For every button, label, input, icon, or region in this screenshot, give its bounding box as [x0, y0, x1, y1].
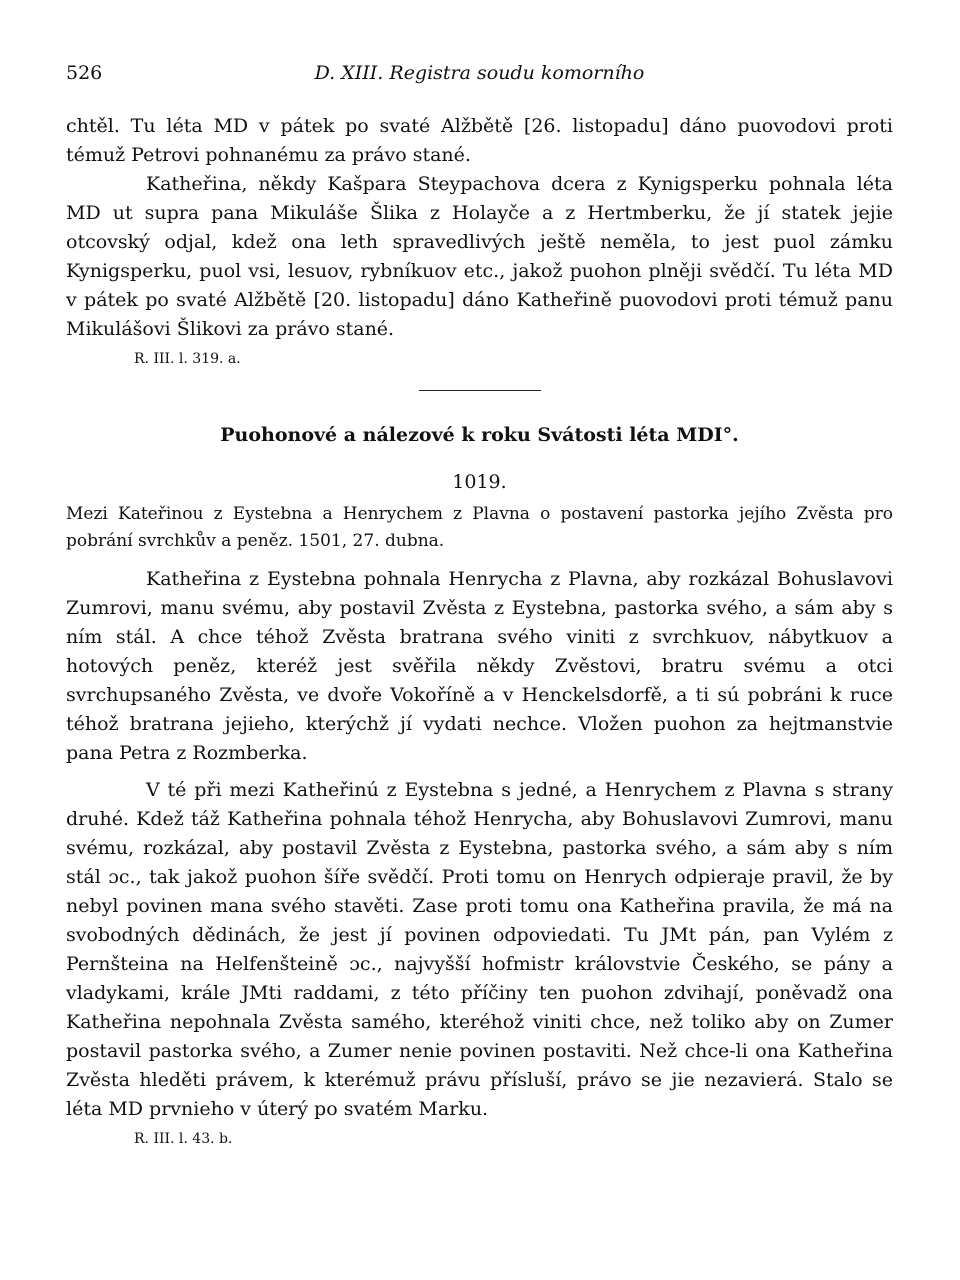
paragraph-continuation: chtěl. Tu léta MD v pátek po svaté Alžbětě [26. listopadu] dáno puovodovi proti témuž Petrovi pohnanému za právo stané. [66, 115, 893, 166]
source-reference: R. III. l. 43. b. [134, 1131, 233, 1147]
entry-number: 1019. [452, 471, 507, 493]
paragraph-ruling: V té při mezi Katheřinú z Eystebna s jedné, a Henrychem z Plavna s strany druhé. Kdež táž Katheřina pohnala téhož Henrycha, aby Bohuslavovi Zumrovi, manu svému, rozkázal, aby postavil Zvěsta z Eystebna, pastorka svého, a sám aby s ním stál ɔc., tak jakož puohon šíře svědčí. Proti tomu on Henrych odpieraje pravil, že by nebyl povinen mana svého stavěti. Zase proti tomu ona Katheřina pravila, že má na svobodných dědinách, že jest jí povinen odpoviedati. Tu JMt pán, pan Vylém z Pernšteina na Helfenšteině ɔc., najvyšší hofmistr královstvie Českého, se pány a vladykami, krále JMti raddami, z této příčiny ten puohon zdvihají, poněvadž ona Katheřina nepohnala Zvěsta samého, kteréhož viniti chce, než toliko aby on Zumer postavil pastorka svého, a Zumer nenie povinen postaviti. Než chce-li ona Katheřina Zvěsta hleděti právem, k kterémuž právu přísluší, právo se jie nezavierá. Stalo se léta MD prvnieho v úterý po svatém Marku. [66, 779, 893, 1120]
paragraph-summons: Katheřina z Eystebna pohnala Henrycha z Plavna, aby rozkázal Bohuslavovi Zumrovi, manu svému, aby postavil Zvěsta z Eystebna, pastorka svého, a sám aby s ním stál. A chce téhož Zvěsta bratrana svého viniti z svrchkuov, nábytkuov a hotových peněz, kteréž jest svěřila někdy Zvěstovi, bratru svému a otci svrchupsaného Zvěsta, ve dvoře Vokoříně a v Henckelsdorfě, a ti sú pobráni k ruce téhož bratrana jejieho, kterýchž jí vydati nechce. Vložen puohon za hejtmanstvie pana Petra z Rozmberka. [66, 568, 893, 764]
page-number: 526 [66, 62, 103, 84]
section-divider [419, 390, 541, 391]
paragraph-katherina-kynigsperk: Katheřina, někdy Kašpara Steypachova dcera z Kynigsperku pohnala léta MD ut supra pana Mikuláše Šlika z Holayče a z Hertmberku, že jí statek jejie otcovský odjal, kdež ona leth spravedlivých ještě neměla, to jest puol zámku Kynigsperku, puol vsi, lesuov, rybníkuov etc., jakož puohon plněji svědčí. Tu léta MD v pátek po svaté Alžbětě [20. listopadu] dáno Katheřině puovodovi proti témuž panu Mikulášovi Šlikovi za právo stané. [66, 173, 893, 340]
section-heading: Puohonové a nálezové k roku Svátosti léta MDI°. [220, 424, 739, 446]
source-reference: R. III. l. 319. a. [134, 351, 241, 367]
running-title: D. XIII. Registra soudu komorního [314, 62, 645, 84]
running-head [66, 62, 893, 90]
entry-summary: Mezi Kateřinou z Eystebna a Henrychem z Plavna o postavení pastorka jejího Zvěsta pro pobrání svrchkův a peněz. 1501, 27. dubna. [66, 504, 893, 551]
page-content [66, 112, 893, 1150]
